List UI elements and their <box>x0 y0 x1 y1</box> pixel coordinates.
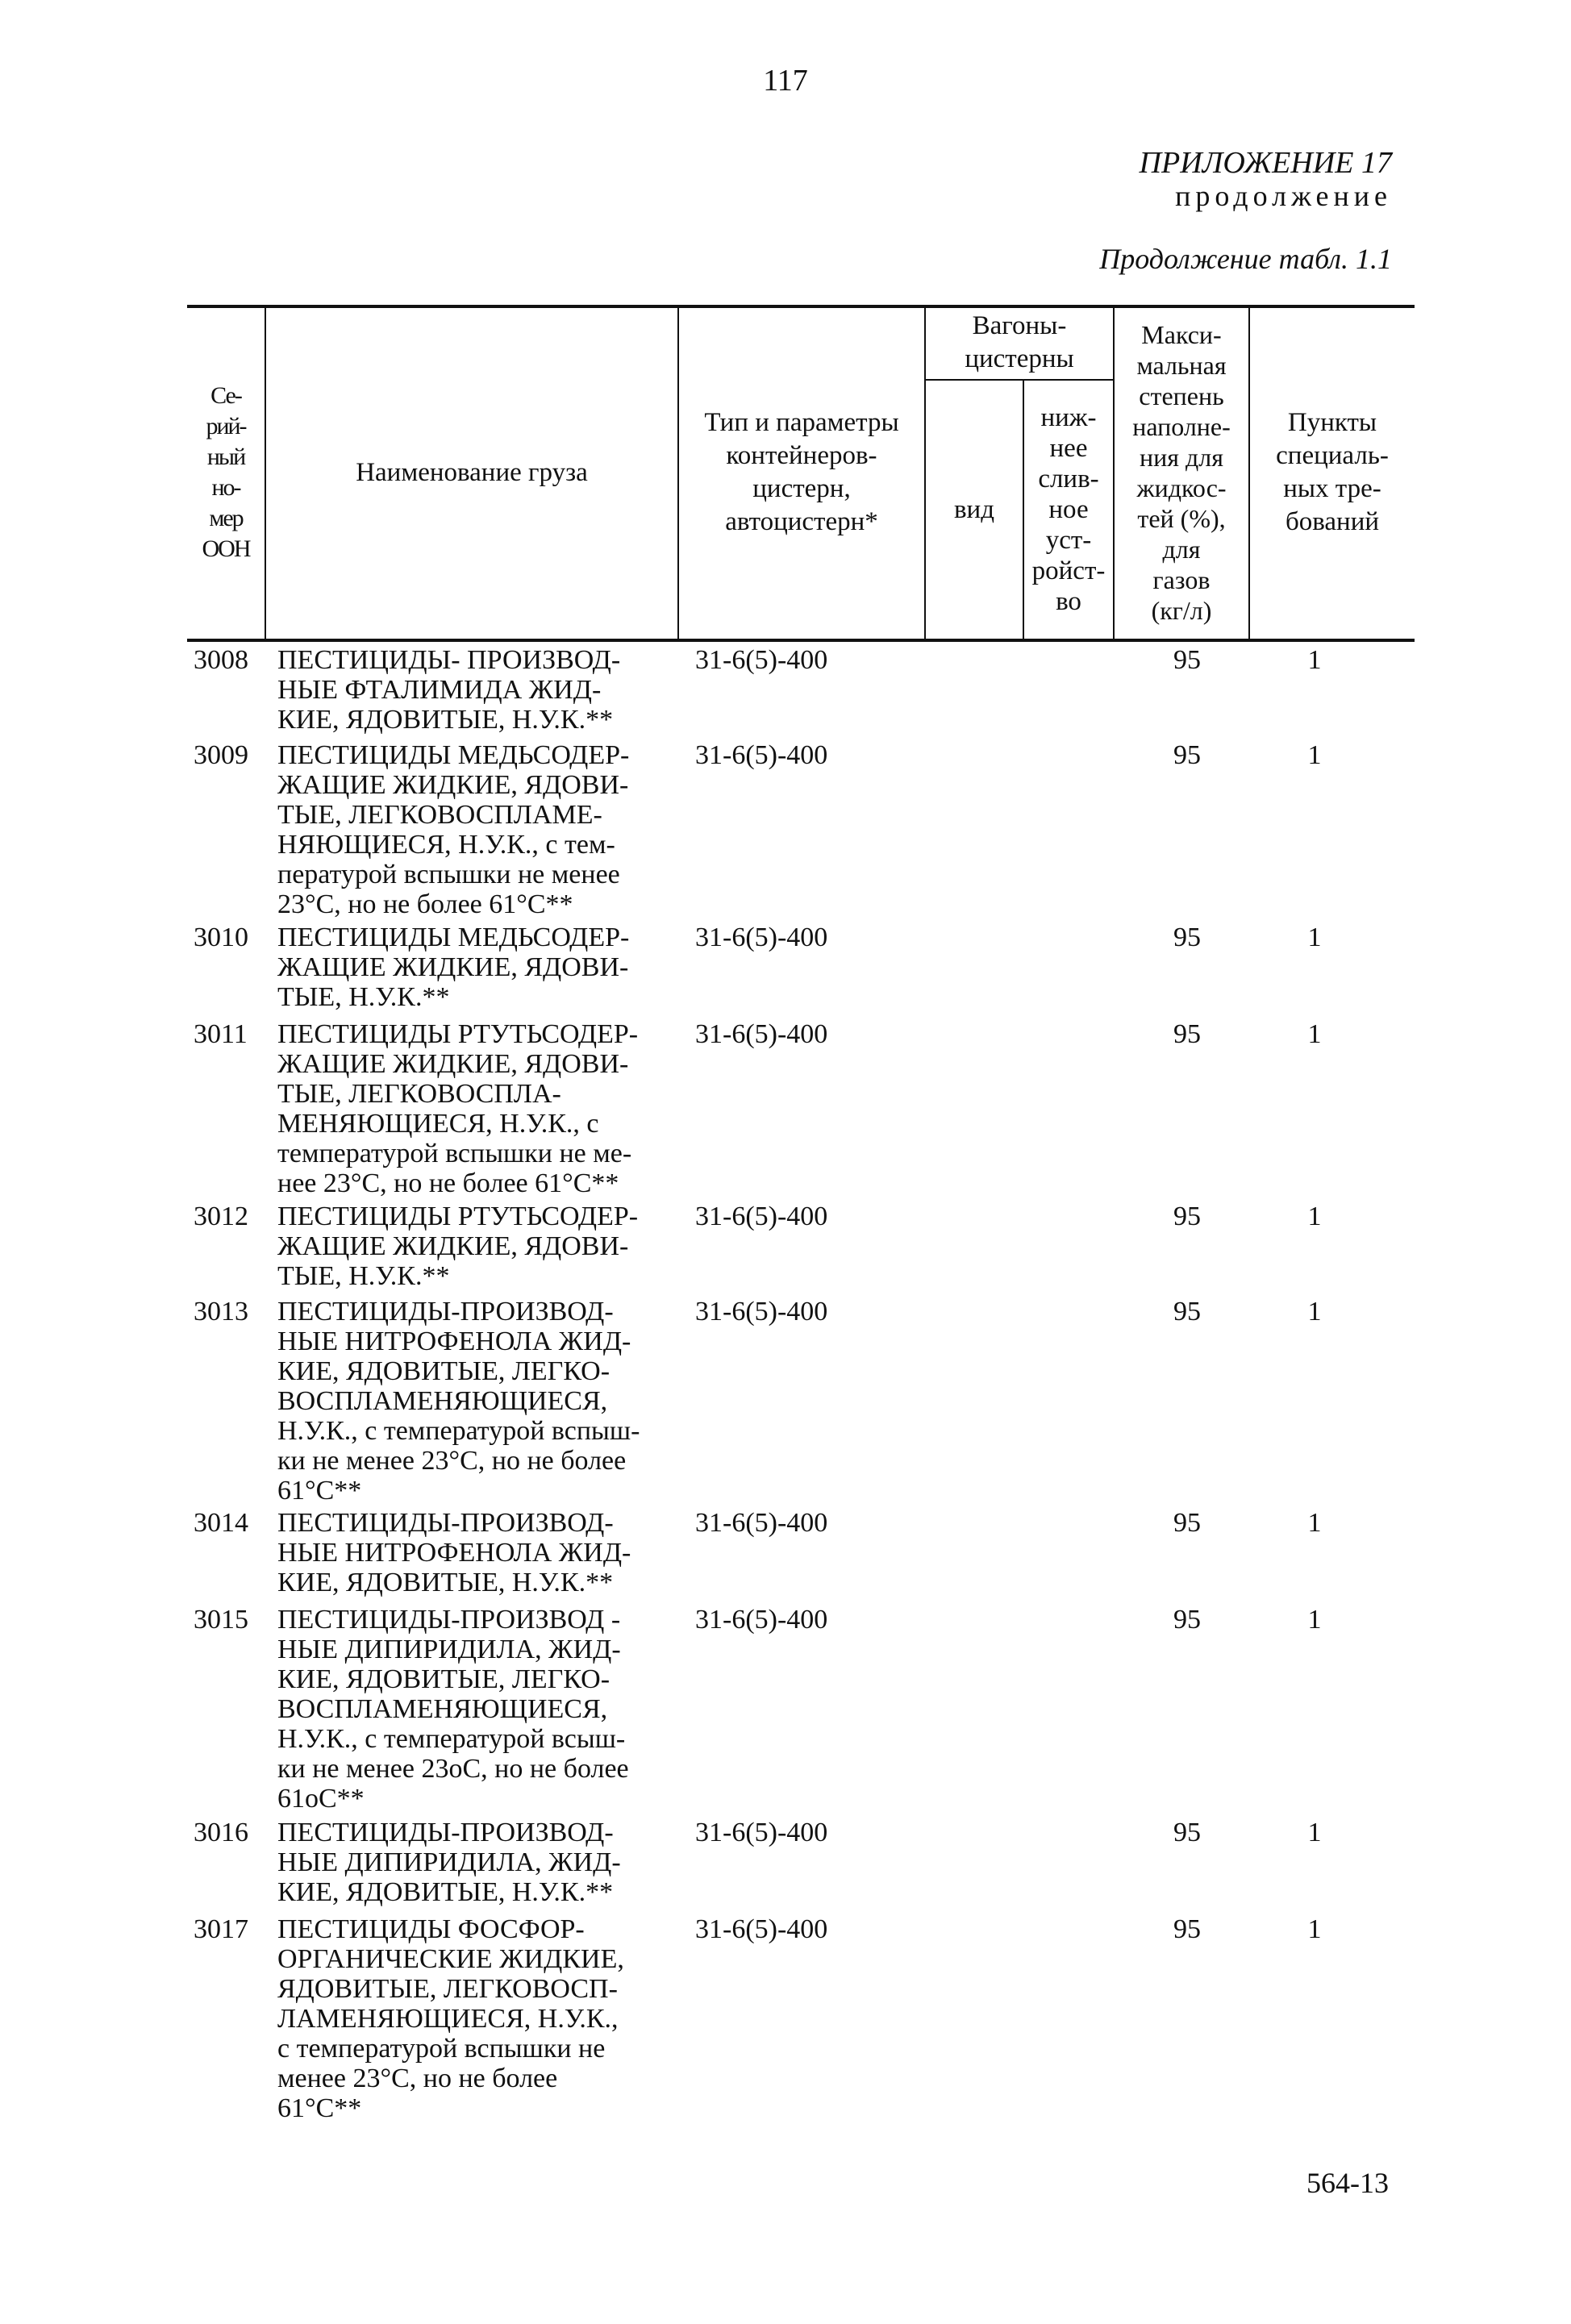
container-type: 31-6(5)-400 <box>695 1508 828 1538</box>
cargo-name: ПЕСТИЦИДЫ РТУТЬСОДЕР- ЖАЩИЕ ЖИДКИЕ, ЯДОВИ- ТЫЕ, Н.У.К.** <box>277 1202 639 1291</box>
cargo-name: ПЕСТИЦИДЫ-ПРОИЗВОД - НЫЕ ДИПИРИДИЛА, ЖИД- КИЕ, ЯДОВИТЫЕ, ЛЕГКО- ВОСПЛАМЕНЯЮЩИЕСЯ, Н.У.К., с температурой всыш- ки не менее 23оС, но не более 61оС** <box>277 1605 629 1814</box>
special-points: 1 <box>1307 1019 1322 1049</box>
un-number: 3011 <box>194 1019 248 1049</box>
max-fill: 95 <box>1173 1605 1201 1635</box>
container-type: 31-6(5)-400 <box>695 1202 828 1231</box>
un-number: 3008 <box>194 645 248 675</box>
special-points: 1 <box>1307 1914 1322 1944</box>
page-number: 117 <box>763 64 808 98</box>
container-type: 31-6(5)-400 <box>695 923 828 952</box>
header-cargo-name: Наименование груза <box>356 457 588 487</box>
un-number: 3017 <box>194 1914 248 1944</box>
container-type: 31-6(5)-400 <box>695 1914 828 1944</box>
special-points: 1 <box>1307 1818 1322 1847</box>
special-points: 1 <box>1307 1605 1322 1635</box>
cargo-name: ПЕСТИЦИДЫ-ПРОИЗВОД- НЫЕ НИТРОФЕНОЛА ЖИД- КИЕ, ЯДОВИТЫЕ, Н.У.К.** <box>277 1508 631 1597</box>
max-fill: 95 <box>1173 1818 1201 1847</box>
header-serial-number: Се- рий- ный но- мер ООН <box>202 382 250 562</box>
table-caption: Продолжение табл. 1.1 <box>1099 243 1392 275</box>
container-type: 31-6(5)-400 <box>695 1605 828 1635</box>
cargo-name: ПЕСТИЦИДЫ-ПРОИЗВОД- НЫЕ НИТРОФЕНОЛА ЖИД- КИЕ, ЯДОВИТЫЕ, ЛЕГКО- ВОСПЛАМЕНЯЮЩИЕСЯ, Н.У.К., с температурой вспыш- ки не менее 23°C, но не более 61°C** <box>277 1297 640 1506</box>
container-type: 31-6(5)-400 <box>695 1297 828 1327</box>
header-special-points: Пункты специаль- ных тре- бований <box>1276 408 1389 536</box>
special-points: 1 <box>1307 923 1322 952</box>
un-number: 3015 <box>194 1605 248 1635</box>
un-number: 3016 <box>194 1818 248 1847</box>
header-wagon-tanks: Вагоны- цистерны <box>965 311 1074 373</box>
footer-code: 564-13 <box>1306 2167 1389 2199</box>
container-type: 31-6(5)-400 <box>695 740 828 770</box>
max-fill: 95 <box>1173 1202 1201 1231</box>
max-fill: 95 <box>1173 1297 1201 1327</box>
special-points: 1 <box>1307 1202 1322 1231</box>
cargo-name: ПЕСТИЦИДЫ МЕДЬСОДЕР- ЖАЩИЕ ЖИДКИЕ, ЯДОВИ- ТЫЕ, Н.У.К.** <box>277 923 630 1012</box>
header-bottom-rule <box>187 639 1415 642</box>
special-points: 1 <box>1307 1508 1322 1538</box>
container-type: 31-6(5)-400 <box>695 1818 828 1847</box>
max-fill: 95 <box>1173 1019 1201 1049</box>
header-bottom-drain: ниж- нее слив- ное уст- ройст- во <box>1031 403 1106 616</box>
un-number: 3013 <box>194 1297 248 1327</box>
cargo-name: ПЕСТИЦИДЫ ФОСФОР- ОРГАНИЧЕСКИЕ ЖИДКИЕ, ЯДОВИТЫЕ, ЛЕГКОВОСП- ЛАМЕНЯЮЩИЕСЯ, Н.У.К., с температурой вспышки не менее 23°C, но не более 61°C** <box>277 1914 624 2123</box>
special-points: 1 <box>1307 645 1322 675</box>
header-max-fill: Макси- мальная степень наполне- ния для жидкос- тей (%), для газов (кг/л) <box>1132 320 1231 625</box>
un-number: 3009 <box>194 740 248 770</box>
cargo-name: ПЕСТИЦИДЫ-ПРОИЗВОД- НЫЕ ДИПИРИДИЛА, ЖИД- КИЕ, ЯДОВИТЫЕ, Н.У.К.** <box>277 1818 621 1907</box>
max-fill: 95 <box>1173 740 1201 770</box>
max-fill: 95 <box>1173 1914 1201 1944</box>
cargo-name: ПЕСТИЦИДЫ РТУТЬСОДЕР- ЖАЩИЕ ЖИДКИЕ, ЯДОВИ- ТЫЕ, ЛЕГКОВОСПЛА- МЕНЯЮЩИЕСЯ, Н.У.К., с температурой вспышки не ме- нее 23°C, но не более 61°C** <box>277 1019 639 1198</box>
un-number: 3012 <box>194 1202 248 1231</box>
un-number: 3010 <box>194 923 248 952</box>
container-type: 31-6(5)-400 <box>695 1019 828 1049</box>
container-type: 31-6(5)-400 <box>695 645 828 675</box>
special-points: 1 <box>1307 1297 1322 1327</box>
max-fill: 95 <box>1173 923 1201 952</box>
max-fill: 95 <box>1173 1508 1201 1538</box>
cargo-name: ПЕСТИЦИДЫ МЕДЬСОДЕР- ЖАЩИЕ ЖИДКИЕ, ЯДОВИ- ТЫЕ, ЛЕГКОВОСПЛАМЕ- НЯЮЩИЕСЯ, Н.У.К., с тем- пературой вспышки не менее 23°C, но не более 61°C** <box>277 740 630 919</box>
un-number: 3014 <box>194 1508 248 1538</box>
header-wagon-kind: вид <box>953 494 995 524</box>
appendix-subtitle: продолжение <box>1175 180 1392 212</box>
special-points: 1 <box>1307 740 1322 770</box>
appendix-title: ПРИЛОЖЕНИЕ 17 <box>1139 146 1392 180</box>
max-fill: 95 <box>1173 645 1201 675</box>
cargo-name: ПЕСТИЦИДЫ- ПРОИЗВОД- НЫЕ ФТАЛИМИДА ЖИД- КИЕ, ЯДОВИТЫЕ, Н.У.К.** <box>277 645 621 735</box>
header-container-type: Тип и параметры контейнеров- цистерн, автоцистерн* <box>704 408 899 536</box>
